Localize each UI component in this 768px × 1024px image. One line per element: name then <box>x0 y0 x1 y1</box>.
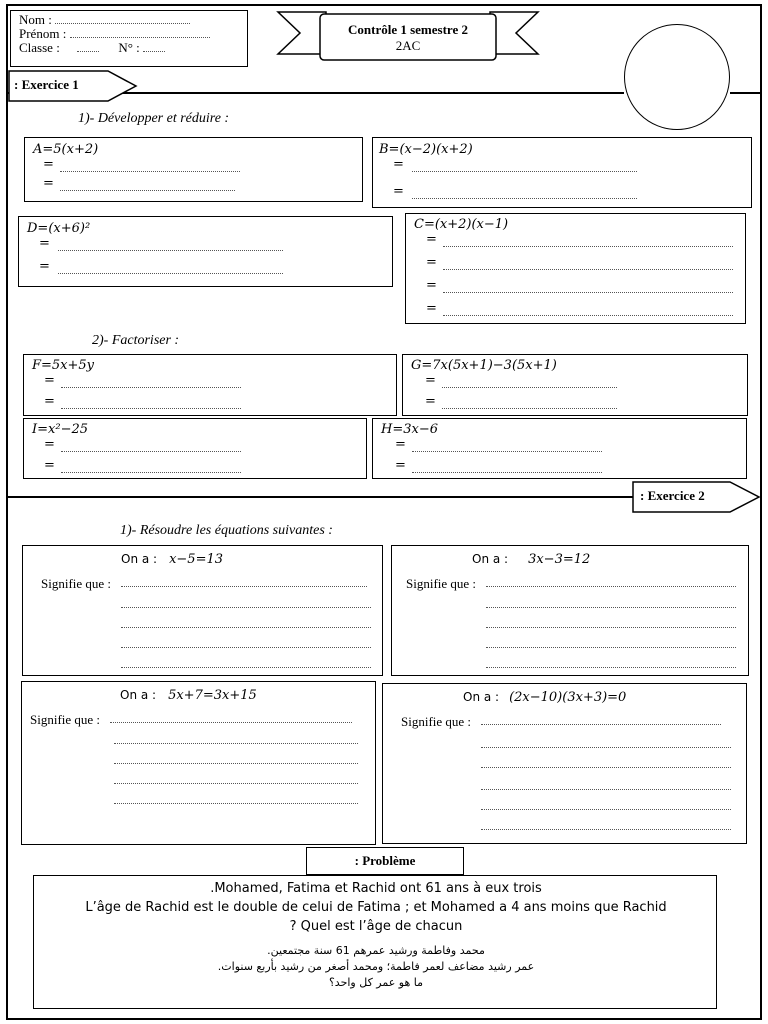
answer-line[interactable] <box>443 282 733 293</box>
equation-1: x−5=13 <box>169 552 224 567</box>
probleme-fr-line2: L’âge de Rachid est le double de celui de Fatima ; et Mohamed a 4 ans moins que Rachid <box>85 900 667 915</box>
numero-field[interactable] <box>143 51 165 52</box>
answer-line[interactable] <box>121 598 371 608</box>
signifie-label: Signifie que : <box>30 712 101 727</box>
answer-line[interactable] <box>443 305 733 316</box>
equation-4: (2x−10)(3x+3)=0 <box>509 690 627 705</box>
probleme-label: : Problème <box>306 847 464 875</box>
answer-line[interactable] <box>412 188 637 199</box>
probleme-fr-line1: .Mohamed, Fatima et Rachid ont 61 ans à eux trois <box>210 881 542 896</box>
expr-H: H=3x−6 <box>381 422 438 437</box>
answer-line[interactable] <box>412 462 602 473</box>
answer-line[interactable] <box>443 259 733 270</box>
expr-D: D=(x+6)² <box>27 221 91 236</box>
classe-field[interactable] <box>77 51 99 52</box>
probleme-ar-line3: ما هو عمر كل واحد؟ <box>328 976 424 989</box>
numero-label: N° : <box>118 40 140 55</box>
page-subtitle: 2AC <box>395 38 421 53</box>
expr-A: A=5(x+2) <box>33 142 99 157</box>
answer-line[interactable] <box>486 598 736 608</box>
answer-line[interactable] <box>443 236 733 247</box>
on-a-label: On a : <box>472 552 509 566</box>
signifie-label: Signifie que : <box>406 576 477 591</box>
prenom-label: Prénom : <box>19 26 67 41</box>
page-title: Contrôle 1 semestre 2 <box>348 22 468 37</box>
answer-line[interactable] <box>486 638 736 648</box>
answer-line[interactable] <box>481 715 721 725</box>
signifie-label: Signifie que : <box>401 714 472 729</box>
equation-2: 3x−3=12 <box>528 552 591 567</box>
answer-line[interactable] <box>61 462 241 473</box>
answer-line[interactable] <box>60 161 240 172</box>
answer-line[interactable] <box>114 774 358 784</box>
box-D: D=(x+6)² = = <box>18 216 393 287</box>
signifie-label: Signifie que : <box>41 576 112 591</box>
expr-C: C=(x+2)(x−1) <box>414 217 509 232</box>
expr-I: I=x²−25 <box>32 422 89 437</box>
answer-line[interactable] <box>114 754 358 764</box>
answer-line[interactable] <box>486 618 736 628</box>
probleme-ar-line1: محمد وفاطمة ورشيد عمرهم 61 سنة مجتمعين. <box>267 944 485 957</box>
nom-label: Nom : <box>19 12 52 27</box>
box-H: H=3x−6 = = <box>372 418 747 479</box>
nom-field[interactable] <box>55 23 190 24</box>
answer-line[interactable] <box>61 441 241 452</box>
probleme-fr-line3: ? Quel est l’âge de chacun <box>289 919 463 934</box>
on-a-label: On a : <box>463 690 500 704</box>
exercise1-label: : Exercice 1 <box>14 77 79 92</box>
answer-line[interactable] <box>481 800 731 810</box>
answer-line[interactable] <box>486 577 736 587</box>
answer-line[interactable] <box>114 734 358 744</box>
exercise1-part2-title: 2)- Factoriser : <box>92 333 180 348</box>
answer-line[interactable] <box>481 820 731 830</box>
equation-box-4 <box>382 683 747 844</box>
equation-box-2 <box>391 545 749 676</box>
box-F: F=5x+5y = = <box>23 354 397 416</box>
answer-line[interactable] <box>412 161 637 172</box>
answer-line[interactable] <box>442 398 617 409</box>
classe-label: Classe : <box>19 40 60 55</box>
student-info-box <box>10 10 248 67</box>
probleme-ar-line2: عمر رشيد مضاعف لعمر فاطمة؛ ومحمد أصغر من رشيد بأربع سنوات. <box>217 960 535 973</box>
answer-line[interactable] <box>486 658 736 668</box>
answer-line[interactable] <box>121 618 371 628</box>
expr-G: G=7x(5x+1)−3(5x+1) <box>411 358 557 373</box>
exercise2-separator <box>6 496 634 498</box>
answer-line[interactable] <box>481 738 731 748</box>
exercise2-part1-title: 1)- Résoudre les équations suivantes : <box>120 523 333 538</box>
answer-line[interactable] <box>58 263 283 274</box>
exercise1-part1-title: 1)- Développer et réduire : <box>78 111 230 126</box>
box-I: I=x²−25 = = <box>23 418 367 479</box>
box-B: B=(x−2)(x+2) = = <box>372 137 752 208</box>
answer-line[interactable] <box>481 780 731 790</box>
answer-line[interactable] <box>412 441 602 452</box>
answer-line[interactable] <box>110 713 352 723</box>
equation-box-1 <box>22 545 383 676</box>
box-G: G=7x(5x+1)−3(5x+1) = = <box>402 354 748 416</box>
answer-line[interactable] <box>481 758 731 768</box>
on-a-label: On a : <box>120 688 157 702</box>
on-a-label: On a : <box>121 552 158 566</box>
expr-B: B=(x−2)(x+2) <box>379 142 473 157</box>
grade-circle <box>624 24 730 130</box>
equation-box-3 <box>21 681 376 845</box>
equation-3: 5x+7=3x+15 <box>168 688 257 703</box>
answer-line[interactable] <box>58 240 283 251</box>
answer-line[interactable] <box>442 377 617 388</box>
answer-line[interactable] <box>61 377 241 388</box>
answer-line[interactable] <box>121 638 371 648</box>
probleme-box <box>33 875 717 1009</box>
answer-line[interactable] <box>61 398 241 409</box>
header-separator-right <box>730 92 762 94</box>
expr-F: F=5x+5y <box>32 358 95 373</box>
prenom-field[interactable] <box>70 37 210 38</box>
answer-line[interactable] <box>121 658 371 668</box>
box-C: C=(x+2)(x−1) = = = = <box>405 213 746 324</box>
answer-line[interactable] <box>114 794 358 804</box>
answer-line[interactable] <box>121 577 367 587</box>
exercise2-label: : Exercice 2 <box>640 488 705 503</box>
answer-line[interactable] <box>60 180 235 191</box>
box-A: A=5(x+2) = = <box>24 137 363 202</box>
